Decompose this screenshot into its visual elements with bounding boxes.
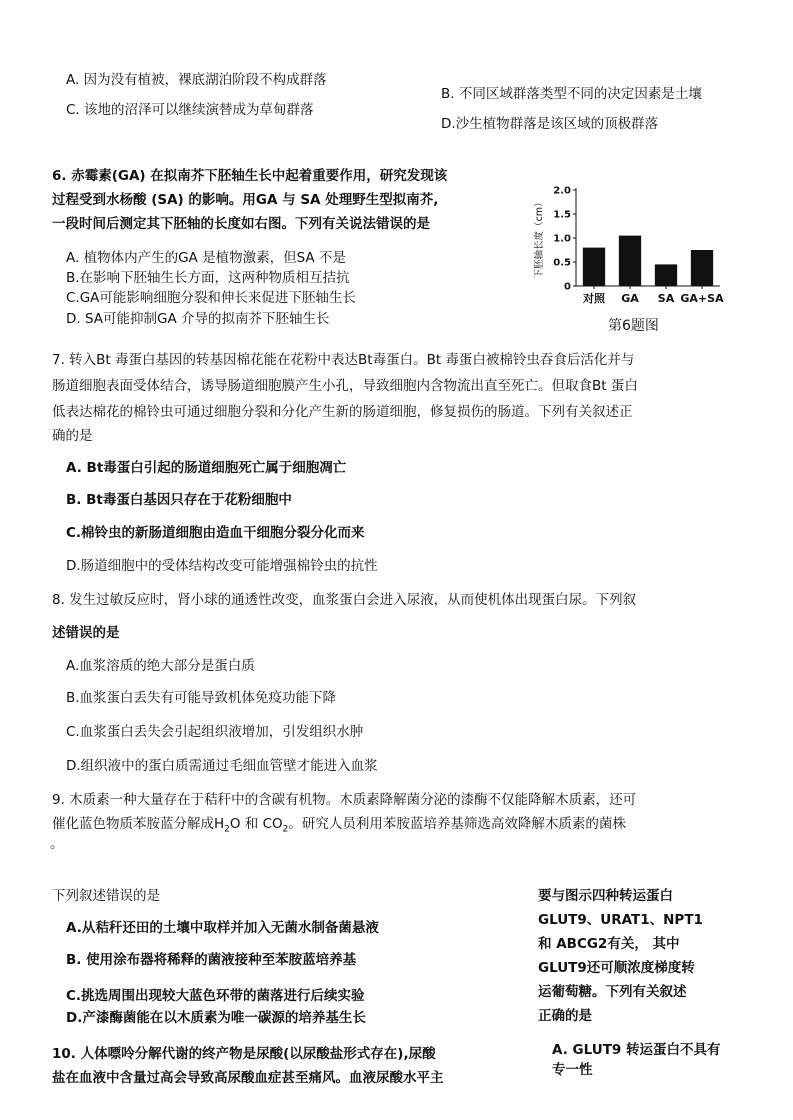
q7-stem-line1: 7. 转入Bt 毒蛋白基因的转基因棉花能在花粉中表达Bt毒蛋白。Bt 毒蛋白被棉铃虫吞食后活化并与 — [52, 352, 635, 368]
chart-bar — [691, 250, 713, 286]
chart-bar — [619, 236, 641, 286]
chart-bar — [655, 264, 677, 286]
q6-option-a: A. 植物体内产生的GA 是植物激素，但SA 不是 — [66, 250, 346, 266]
chart-y-tick-label: 0.5 — [553, 257, 571, 269]
q9-option-b: B. 使用涂布器将稀释的菌液接种至苯胺蓝培养基 — [66, 952, 357, 968]
chart-y-axis-label: 下胚轴长度（cm） — [534, 197, 545, 279]
q6-option-b: B.在影响下胚轴生长方面，这两种物质相互拮抗 — [66, 270, 350, 286]
q6-stem-line1: 6. 赤霉素(GA) 在拟南芥下胚轴生长中起着重要作用，研究发现该 — [52, 168, 448, 184]
chart-y-tick-label: 1.5 — [553, 209, 571, 221]
q9-stem-line1: 9. 木质素一种大量存在于秸秆中的含碳有机物。木质素降解菌分泌的漆酶不仅能降解木质素，还可 — [52, 792, 637, 808]
chart-x-tick-label: GA — [621, 292, 639, 305]
q8-stem-line2: 述错误的是 — [52, 625, 120, 641]
q7-stem-line4: 确的是 — [52, 428, 93, 444]
q8-option-c: C.血浆蛋白丢失会引起组织液增加，引发组织水肿 — [66, 724, 364, 740]
q7-stem-line3: 低表达棉花的棉铃虫可通过细胞分裂和分化产生新的肠道细胞，修复损伤的肠道。下列有关叙述正 — [52, 404, 633, 420]
right-col-line3: 和 ABCG2有关， 其中 — [538, 936, 680, 952]
q9-h2o-subscript: 2 — [224, 824, 230, 835]
q5-option-c: C. 该地的沼泽可以继续演替成为草甸群落 — [66, 102, 314, 118]
q6-stem-line3: 一段时间后测定其下胚轴的长度如右图。下列有关说法错误的是 — [52, 216, 430, 232]
q6-option-d: D. SA可能抑制GA 介导的拟南芥下胚轴生长 — [66, 311, 330, 327]
q5-option-b: B. 不同区域群落类型不同的决定因素是土壤 — [441, 86, 702, 102]
q9-stem-line3: 。 — [50, 836, 64, 852]
q7-option-d: D.肠道细胞中的受体结构改变可能增强棉铃虫的抗性 — [66, 558, 378, 574]
q9-stem-line2 — [52, 816, 626, 836]
q9-stem-line4: 下列叙述错误的是 — [52, 888, 160, 904]
q8-option-d: D.组织液中的蛋白质需通过毛细血管壁才能进入血浆 — [66, 758, 378, 774]
q9-option-c: C.挑选周围出现较大蓝色环带的菌落进行后续实验 — [66, 988, 365, 1004]
q6-figure-caption: 第6题图 — [608, 318, 659, 334]
right-col-option-a-line2: 专一性 — [552, 1062, 593, 1078]
q9-co2-subscript: 2 — [282, 824, 289, 835]
right-col-line1: 要与图示四种转运蛋白 — [538, 888, 673, 904]
q8-stem-line1: 8. 发生过敏反应时，肾小球的通透性改变，血浆蛋白会进入尿液，从而使机体出现蛋白尿。下列叙 — [52, 592, 637, 608]
q9-stem-line2-pre: 催化蓝色物质苯胺蓝分解成H — [52, 816, 225, 832]
chart-x-tick-label: SA — [657, 292, 675, 305]
q9-option-d: D.产漆酶菌能在以木质素为唯一碳源的培养基生长 — [66, 1010, 366, 1026]
right-col-line4: GLUT9还可顺浓度梯度转 — [538, 960, 695, 976]
q6-stem-line2: 过程受到水杨酸 (SA) 的影响。用GA 与 SA 处理野生型拟南芥, — [52, 192, 439, 208]
chart-y-tick-label: 0 — [564, 281, 571, 293]
q5-option-d: D.沙生植物群落是该区域的顶极群落 — [441, 116, 659, 132]
right-col-line2: GLUT9、URAT1、NPT1 — [538, 912, 703, 928]
chart-y-tick-label: 2.0 — [553, 185, 571, 197]
q6-bar-chart — [530, 180, 730, 312]
right-col-line6: 正确的是 — [538, 1008, 592, 1024]
q10-stem-line1: 10. 人体嘌呤分解代谢的终产物是尿酸(以尿酸盐形式存在),尿酸 — [52, 1046, 436, 1062]
chart-bar — [583, 248, 605, 286]
q9-stem-line2-mid: O 和 CO — [229, 816, 283, 832]
right-col-option-a-line1: A. GLUT9 转运蛋白不具有 — [552, 1042, 721, 1058]
q7-option-c: C.棉铃虫的新肠道细胞由造血干细胞分裂分化而来 — [66, 525, 365, 541]
q7-option-b: B. Bt毒蛋白基因只存在于花粉细胞中 — [66, 492, 292, 508]
q7-stem-line2: 肠道细胞表面受体结合，诱导肠道细胞膜产生小孔，导致细胞内含物流出直至死亡。但取食Bt 蛋白 — [52, 378, 638, 394]
q6-option-c: C.GA可能影响细胞分裂和伸长来促进下胚轴生长 — [66, 290, 356, 306]
q8-option-a: A.血浆溶质的绝大部分是蛋白质 — [66, 658, 255, 674]
chart-x-tick-label: 对照 — [583, 292, 605, 305]
q9-option-a: A.从秸秆还田的土壤中取样并加入无菌水制备菌悬液 — [66, 920, 379, 936]
q8-option-b: B.血浆蛋白丢失有可能导致机体免疫功能下降 — [66, 690, 337, 706]
chart-y-tick-label: 1.0 — [553, 233, 571, 245]
q7-option-a: A. Bt毒蛋白引起的肠道细胞死亡属于细胞凋亡 — [66, 460, 347, 476]
q10-stem-line2: 盐在血液中含量过高会导致高尿酸血症甚至痛风。血液尿酸水平主 — [52, 1070, 444, 1086]
q5-option-a: A. 因为没有植被，裸底湖泊阶段不构成群落 — [66, 72, 327, 88]
q9-stem-line2-post: 。研究人员利用苯胺蓝培养基筛选高效降解木质素的菌株 — [288, 816, 626, 832]
right-col-line5: 运葡萄糖。下列有关叙述 — [538, 984, 687, 1000]
chart-x-tick-label: GA+SA — [680, 292, 724, 305]
